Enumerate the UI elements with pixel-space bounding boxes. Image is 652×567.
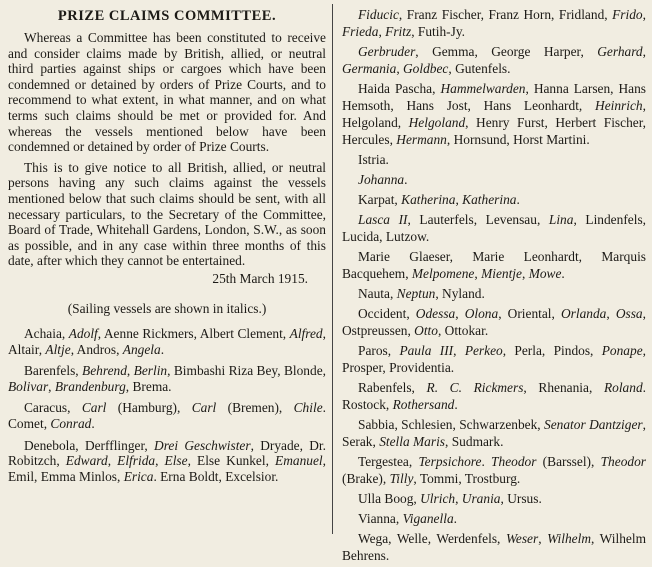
vessel-entry: Fiducic, Franz Fischer, Franz Horn, Fridland, Frido, Frieda, Fritz, Futih-Jy. bbox=[342, 7, 646, 39]
sailing-vessel-name: Edward bbox=[65, 453, 108, 469]
sailing-vessel-name: Paula III bbox=[399, 343, 454, 358]
vessel-entry: Nauta, Neptun, Nyland. bbox=[358, 286, 485, 301]
vessel-entry: Caracus, Carl (Hamburg), Carl (Bremen), Chile. Comet, Conrad. bbox=[8, 400, 326, 432]
vessel-list-right bbox=[342, 6, 646, 567]
sailing-vessel-name: Else bbox=[164, 453, 188, 469]
sailing-vessel-name: Stella Maris bbox=[379, 434, 446, 449]
sailing-vessel-name: Roland bbox=[603, 380, 643, 395]
sailing-vessel-name: Helgoland bbox=[408, 115, 466, 130]
vessel-entry: Tergestea, Terpsichore. Theodor (Barssel), Theodor (Brake), Tilly, Tommi, Trostburg. bbox=[342, 454, 646, 486]
sailing-vessel-name: Johanna bbox=[358, 172, 405, 187]
sailing-vessel-name: Katherina bbox=[462, 192, 517, 207]
sailing-vessel-name: Orlanda bbox=[560, 306, 607, 321]
sailing-vessel-name: Altje bbox=[45, 341, 71, 357]
notice-title: PRIZE CLAIMS COMMITTEE. bbox=[57, 8, 277, 24]
sailing-vessel-name: Emanuel bbox=[275, 453, 323, 469]
sailing-vessel-name: Frieda bbox=[342, 24, 379, 39]
notice-date: 25th March 1915. bbox=[212, 270, 308, 286]
italics-note: (Sailing vessels are shown in italics.) bbox=[67, 300, 267, 316]
column-divider bbox=[332, 4, 333, 534]
vessel-entry: Denebola, Derfflinger, Drei Geschwister, Dryade, Dr. Robitzch, Edward, Elfrida, Else, Else Kunkel, Emanuel, Emil, Emma Minlos, Erica. Erna Boldt, Excelsior. bbox=[8, 437, 326, 484]
sailing-vessel-name: Katherina bbox=[401, 192, 456, 207]
sailing-vessel-name: Perkeo bbox=[464, 343, 503, 358]
vessel-entry: Sabbia, Schlesien, Schwarzenbek, Senator Dantziger, Serak, Stella Maris, Sudmark. bbox=[342, 417, 646, 449]
sailing-vessel-name: Gerbruder bbox=[358, 44, 416, 59]
sailing-vessel-name: Odessa bbox=[415, 306, 456, 321]
vessel-entry: Occident, Odessa, Olona, Oriental, Orlanda, Ossa, Ostpreussen, Otto, Ottokar. bbox=[342, 306, 646, 338]
sailing-vessel-name: Gerhard bbox=[597, 44, 643, 59]
sailing-vessel-name: Carl bbox=[81, 400, 107, 416]
vessel-entry: Achaia, Adolf, Aenne Rickmers, Albert Clement, Alfred, Altair, Altje, Andros, Angela. bbox=[8, 326, 326, 357]
vessel-entry: Lasca II, Lauterfels, Levensau, Lina, Lindenfels, Lucida, Lutzow. bbox=[342, 212, 646, 244]
sailing-vessel-name: Fritz bbox=[385, 24, 412, 39]
vessel-entry: Marie Glaeser, Marie Leonhardt, Marquis Bacquehem, Melpomene, Mientje, Mowe. bbox=[342, 249, 646, 281]
vessel-entry: Johanna. bbox=[358, 172, 408, 187]
sailing-vessel-name: Weser bbox=[505, 531, 539, 546]
sailing-vessel-name: R. C. Rickmers bbox=[426, 380, 524, 395]
sailing-vessel-name: Berlin bbox=[133, 363, 168, 379]
sailing-vessel-name: Neptun bbox=[396, 286, 436, 301]
sailing-vessel-name: Conrad bbox=[50, 416, 92, 432]
sailing-vessel-name: Senator Dantziger bbox=[544, 417, 643, 432]
vessel-entry: Haida Pascha, Hammelwarden, Hanna Larsen, Hans Hemsoth, Hans Jost, Hans Leonhardt, Heinrich, Helgoland, Helgoland, Henry Furst, Herbert Fischer, Hercules, Hermann, Hornsund, Horst Martini. bbox=[342, 81, 647, 147]
vessel-entry: Wega, Welle, Werdenfels, Weser, Wilhelm, Wilhelm Behrens. bbox=[342, 531, 646, 563]
sailing-vessel-name: Behrend bbox=[82, 363, 127, 379]
sailing-vessel-name: Urania bbox=[461, 491, 501, 506]
sailing-vessel-name: Olona bbox=[464, 306, 499, 321]
sailing-vessel-name: Theodor bbox=[491, 454, 537, 469]
sailing-vessel-name: Lina bbox=[548, 212, 574, 227]
sailing-vessel-name: Rothersand bbox=[392, 397, 455, 412]
sailing-vessel-name: Brandenburg bbox=[54, 378, 126, 394]
sailing-vessel-name: Bolivar bbox=[8, 378, 49, 394]
sailing-vessel-name: Melpomene bbox=[411, 266, 475, 281]
sailing-vessel-name: Drei Geschwister bbox=[154, 437, 251, 453]
vessel-list-left bbox=[8, 326, 326, 484]
sailing-vessel-name: Tilly bbox=[389, 471, 414, 486]
sailing-vessel-name: Hammelwarden bbox=[440, 81, 526, 96]
sailing-vessel-name: Theodor bbox=[600, 454, 646, 469]
vessel-entry: Barenfels, Behrend, Berlin, Bimbashi Riza Bey, Blonde, Bolivar, Brandenburg, Brema. bbox=[8, 363, 326, 394]
sailing-vessel-name: Carl bbox=[191, 400, 217, 416]
sailing-vessel-name: Fiducic bbox=[358, 7, 399, 22]
vessel-entry: Paros, Paula III, Perkeo, Perla, Pindos, Ponape, Prosper, Providentia. bbox=[342, 343, 646, 375]
vessel-entry: Ulla Boog, Ulrich, Urania, Ursus. bbox=[358, 491, 542, 506]
vessel-entry: Vianna, Viganella. bbox=[358, 511, 457, 526]
sailing-vessel-name: Mowe bbox=[528, 266, 562, 281]
sailing-vessel-name: Goldbec bbox=[403, 61, 449, 76]
sailing-vessel-name: Ossa bbox=[615, 306, 643, 321]
sailing-vessel-name: Adolf bbox=[68, 326, 98, 342]
sailing-vessel-name: Angela bbox=[122, 341, 161, 357]
sailing-vessel-name: Germania bbox=[342, 61, 397, 76]
paragraph-whereas: Whereas a Committee has been constituted to receive and consider claims made by British, allied, or neutral third parties against ships or cargoes which have been condemned or detained by orders of Prize Courts, and to recommend to what extent, in what manner, and on what terms such claims should be met or provided for. And whereas the vessels mentioned below have been condemned or detained by order of Prize Courts. bbox=[8, 30, 326, 155]
vessel-entry: Istria. bbox=[358, 152, 389, 167]
paragraph-notice: This is to give notice to all British, allied, or neutral persons having any such claims against the vessels mentioned below that such claims should be sent, with all necessary particulars, to the Secretary of the Committee, Board of Trade, Whitehall Gardens, London, S.W., as soon as possible, and in any case within three months of this date, after which they cannot be entertained. bbox=[8, 159, 326, 269]
sailing-vessel-name: Heinrich bbox=[595, 98, 643, 113]
sailing-vessel-name: Otto bbox=[414, 323, 438, 338]
sailing-vessel-name: Chile bbox=[293, 400, 323, 416]
sailing-vessel-name: Alfred bbox=[289, 326, 323, 342]
sailing-vessel-name: Lasca II bbox=[358, 212, 408, 227]
vessel-entry: Rabenfels, R. C. Rickmers, Rhenania, Roland. Rostock, Rothersand. bbox=[342, 380, 646, 412]
left-column bbox=[8, 6, 326, 490]
sailing-vessel-name: Viganella bbox=[402, 511, 454, 526]
sailing-vessel-name: Terpsichore bbox=[418, 454, 482, 469]
sailing-vessel-name: Erica bbox=[123, 468, 154, 484]
sailing-vessel-name: Hermann bbox=[396, 132, 447, 147]
sailing-vessel-name: Frido bbox=[612, 7, 643, 22]
vessel-entry: Karpat, Katherina, Katherina. bbox=[358, 192, 520, 207]
vessel-entry: Gerbruder, Gemma, George Harper, Gerhard, Germania, Goldbec, Gutenfels. bbox=[342, 44, 646, 76]
sailing-vessel-name: Wilhelm bbox=[547, 531, 591, 546]
sailing-vessel-name: Mientje bbox=[481, 266, 522, 281]
sailing-vessel-name: Ponape bbox=[601, 343, 643, 358]
sailing-vessel-name: Elfrida bbox=[117, 453, 156, 469]
sailing-vessel-name: Ulrich bbox=[420, 491, 456, 506]
